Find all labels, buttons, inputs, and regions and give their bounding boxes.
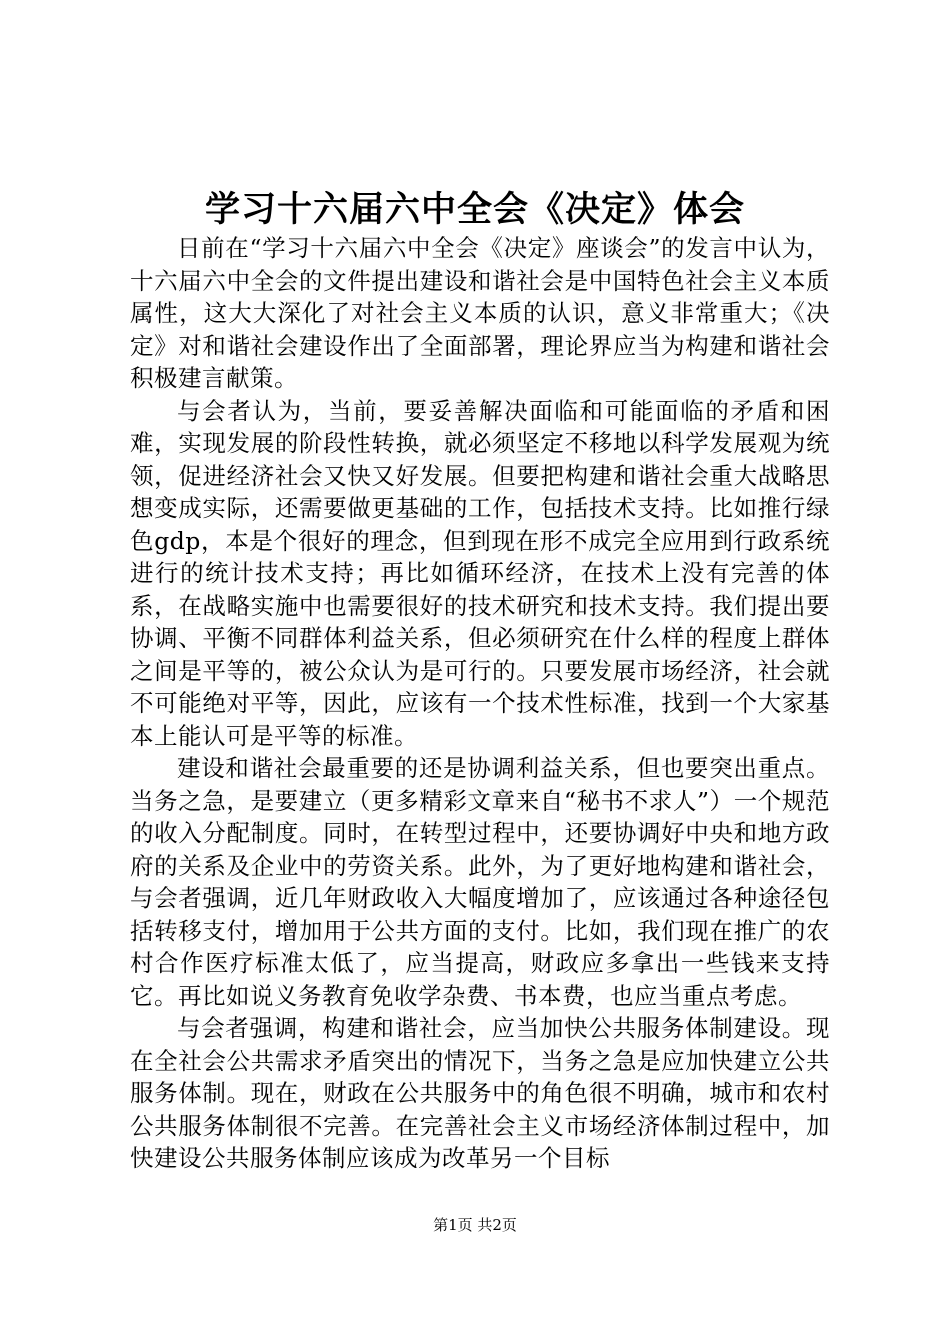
document-body (130, 232, 830, 1175)
paragraph-3: 建设和谐社会最重要的还是协调利益关系，但也要突出重点。当务之急，是要建立（更多精彩文章来自“秘书不求人”）一个规范的收入分配制度。同时，在转型过程中，还要协调好中央和地方政府的关系及企业中的劳资关系。此外，为了更好地构建和谐社会，与会者强调，近几年财政收入大幅度增加了，应该通过各种途径包括转移支付，增加用于公共方面的支付。比如，我们现在推广的农村合作医疗标准太低了，应当提高，财政应多拿出一些钱来支持它。再比如说义务教育免收学杂费、书本费，也应当重点考虑。 (130, 754, 830, 1010)
paragraph-4: 与会者强调，构建和谐社会，应当加快公共服务体制建设。现在全社会公共需求矛盾突出的情况下，当务之急是应加快建立公共服务体制。现在，财政在公共服务中的角色很不明确，城市和农村公共服务体制很不完善。在完善社会主义市场经济体制过程中，加快建设公共服务体制应该成为改革另一个目标 (130, 1014, 830, 1172)
paragraph-2: 与会者认为，当前，要妥善解决面临和可能面临的矛盾和困难，实现发展的阶段性转换，就必须坚定不移地以科学发展观为统领，促进经济社会又快又好发展。但要把构建和谐社会重大战略思想变成实际，还需要做更基础的工作，包括技术支持。比如推行绿色gdp，本是个很好的理念，但到现在形不成完全应用到行政系统进行的统计技术支持；再比如循环经济，在技术上没有完善的体系，在战略实施中也需要很好的技术研究和技术支持。我们提出要协调、平衡不同群体利益关系，但必须研究在什么样的程度上群体之间是平等的，被公众认为是可行的。只要发展市场经济，社会就不可能绝对平等，因此，应该有一个技术性标准，找到一个大家基本上能认可是平等的标准。 (130, 396, 830, 750)
page-footer: 第1页 共2页 (433, 1216, 517, 1234)
paragraph-1: 日前在“学习十六届六中全会《决定》座谈会”的发言中认为，十六届六中全会的文件提出建设和谐社会是中国特色社会主义本质属性，这大大深化了对社会主义本质的认识，意义非常重大；《决定》对和谐社会建设作出了全面部署，理论界应当为构建和谐社会积极建言献策。 (130, 234, 830, 392)
document-title: 学习十六届六中全会《决定》体会 (204, 189, 745, 230)
